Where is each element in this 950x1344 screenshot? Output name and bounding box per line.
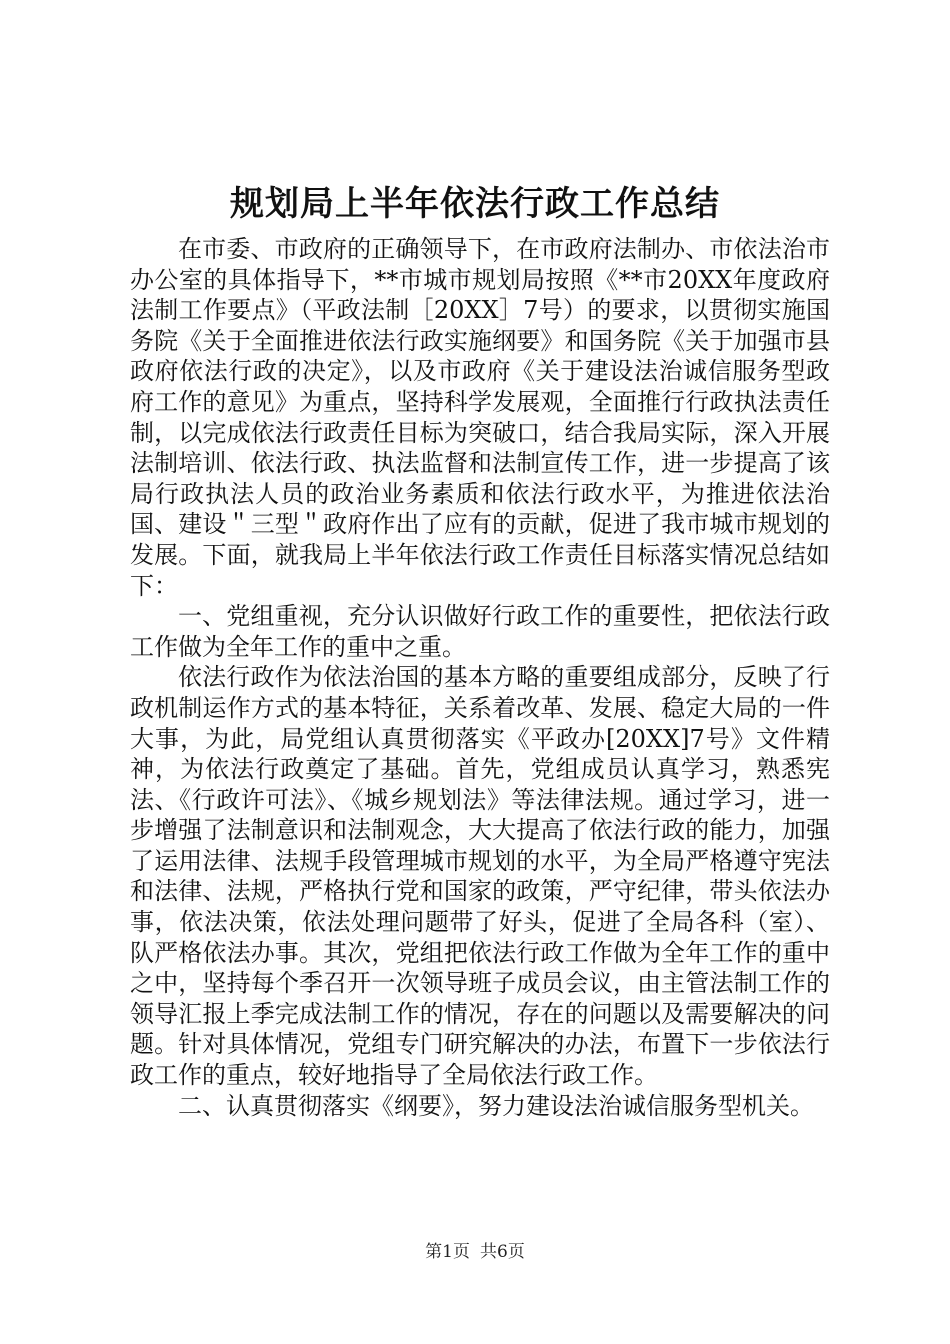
document-body <box>130 234 830 1121</box>
document-title: 规划局上半年依法行政工作总结 <box>230 184 720 224</box>
paragraph-section-1-body: 依法行政作为依法治国的基本方略的重要组成部分，反映了行政机制运作方式的基本特征，关系着改革、发展、稳定大局的一件大事，为此，局党组认真贯彻落实《平政办[20XX]7号》文件精神，为依法行政奠定了基础。首先，党组成员认真学习，熟悉宪法、《行政许可法》、《城乡规划法》等法律法规。通过学习，进一步增强了法制意识和法制观念，大大提高了依法行政的能力，加强了运用法律、法规手段管理城市规划的水平，为全局严格遵守宪法和法律、法规，严格执行党和国家的政策，严守纪律，带头依法办事，依法决策，依法处理问题带了好头，促进了全局各科（室）、队严格依法办事。其次，党组把依法行政工作做为全年工作的重中之中，坚持每个季召开一次领导班子成员会议，由主管法制工作的领导汇报上季完成法制工作的情况，存在的问题以及需要解决的问题。针对具体情况，党组专门研究解决的办法，布置下一步依法行政工作的重点，较好地指导了全局依法行政工作。 <box>130 663 830 1090</box>
paragraph-intro: 在市委、市政府的正确领导下，在市政府法制办、市依法治市办公室的具体指导下，**市城市规划局按照《**市20XX年度政府法制工作要点》（平政法制［20XX］7号）的要求，以贯彻实施国务院《关于全面推进依法行政实施纲要》和国务院《关于加强市县政府依法行政的决定》，以及市政府《关于建设法治诚信服务型政府工作的意见》为重点，坚持科学发展观，全面推行行政执法责任制，以完成依法行政责任目标为突破口，结合我局实际，深入开展法制培训、依法行政、执法监督和法制宣传工作，进一步提高了该局行政执法人员的政治业务素质和依法行政水平，为推进依法治国、建设＂三型＂政府作出了应有的贡献，促进了我市城市规划的发展。下面，就我局上半年依法行政工作责任目标落实情况总结如下： <box>130 235 830 600</box>
page-number-total: 共6页 <box>480 1242 525 1262</box>
page-number-current: 第1页 <box>425 1242 470 1262</box>
paragraph-section-1-heading: 一、党组重视，充分认识做好行政工作的重要性，把依法行政工作做为全年工作的重中之重。 <box>130 602 830 661</box>
paragraph-section-2-heading: 二、认真贯彻落实《纲要》，努力建设法治诚信服务型机关。 <box>178 1091 814 1120</box>
page-footer <box>0 1240 950 1264</box>
